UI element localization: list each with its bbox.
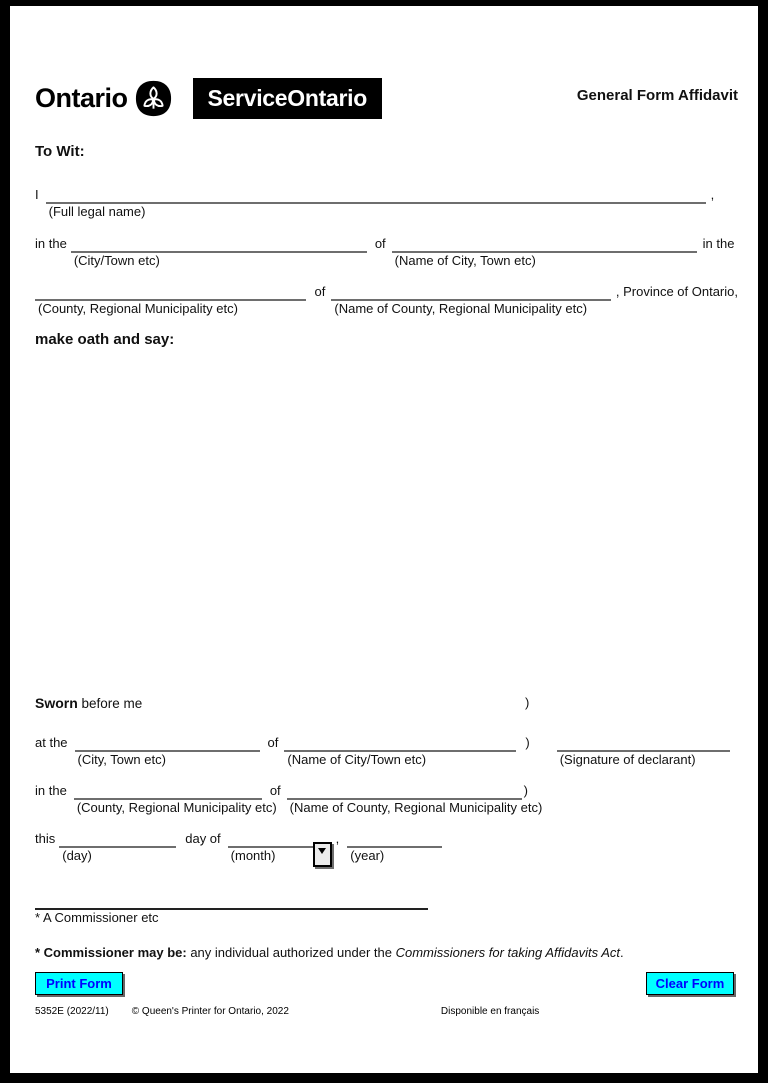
sworn-name-of-county-label: (Name of County, Regional Municipality etc)	[289, 800, 543, 815]
sworn-paren-1: )	[525, 695, 530, 710]
name-of-county-field[interactable]	[331, 283, 610, 301]
year-field[interactable]	[347, 830, 442, 848]
county-label: (County, Regional Municipality etc)	[38, 301, 238, 316]
commissioner-note-act: Commissioners for taking Affidavits Act	[395, 945, 621, 960]
declarant-signature-field[interactable]	[557, 734, 730, 752]
make-oath-heading: make oath and say:	[35, 331, 175, 348]
commissioner-note	[35, 945, 738, 960]
line1-comma: ,	[710, 187, 715, 202]
commissioner-note-period: .	[620, 945, 624, 960]
sworn-word: Sworn	[35, 695, 78, 711]
form-content	[10, 6, 758, 1073]
service-ontario-logo: ServiceOntario	[193, 78, 382, 119]
copyright-text: © Queen's Printer for Ontario, 2022	[131, 1006, 289, 1017]
day-of-text: day of	[185, 831, 221, 846]
date-comma: ,	[335, 831, 340, 846]
full-legal-name-field[interactable]	[46, 186, 706, 204]
trillium-icon	[135, 80, 172, 117]
sworn-of-text-2: of	[269, 783, 281, 798]
year-label: (year)	[350, 848, 385, 863]
french-availability-text: Disponible en français	[440, 1006, 540, 1017]
before-me-text: before me	[77, 696, 143, 711]
ontario-logo	[35, 80, 172, 117]
sworn-before-me-line	[35, 695, 738, 712]
i-prefix-text: I	[35, 187, 39, 202]
in-the-text-1: in the	[35, 236, 67, 251]
sworn-of-text-1: of	[267, 735, 279, 750]
commissioner-line-label: * A Commissioner etc	[35, 910, 159, 925]
day-label: (day)	[62, 848, 92, 863]
page-title: General Form Affidavit	[576, 87, 738, 104]
form-number: 5352E (2022/11)	[35, 1006, 109, 1017]
sworn-county-field[interactable]	[74, 782, 262, 800]
province-suffix-text: , Province of Ontario,	[615, 284, 738, 299]
commissioner-signature-field[interactable]	[35, 892, 428, 910]
day-field[interactable]	[59, 830, 176, 848]
sworn-name-of-city-field[interactable]	[284, 734, 516, 752]
month-label: (month)	[230, 848, 276, 863]
commissioner-note-bold: * Commissioner may be:	[35, 945, 187, 960]
form-actions	[35, 972, 734, 995]
month-field[interactable]	[228, 830, 322, 848]
sworn-in-the-text: in the	[35, 783, 67, 798]
of-text-2: of	[314, 284, 326, 299]
sworn-paren-3: )	[523, 783, 528, 798]
county-field[interactable]	[35, 283, 306, 301]
print-form-button[interactable]: Print Form	[35, 972, 123, 995]
name-of-county-label: (Name of County, Regional Municipality etc)	[334, 301, 588, 316]
commissioner-note-regular: any individual authorized under the	[186, 945, 396, 960]
sworn-paren-2: )	[525, 735, 530, 750]
this-text: this	[35, 831, 56, 846]
sworn-city-label: (City, Town etc)	[77, 752, 166, 767]
form-footer	[35, 1006, 738, 1017]
sworn-name-of-county-field[interactable]	[287, 782, 522, 800]
city-town-field[interactable]	[71, 235, 367, 253]
oath-statement-field[interactable]	[35, 353, 738, 695]
in-the-text-2: in the	[702, 236, 735, 251]
of-text-1: of	[374, 236, 386, 251]
chevron-down-icon	[318, 848, 326, 854]
sworn-name-of-city-label: (Name of City/Town etc)	[287, 752, 427, 767]
clear-form-button[interactable]: Clear Form	[646, 972, 734, 995]
sworn-city-field[interactable]	[75, 734, 260, 752]
month-dropdown-button[interactable]	[313, 842, 332, 867]
city-town-label: (City/Town etc)	[73, 253, 160, 268]
name-of-city-town-field[interactable]	[392, 235, 697, 253]
name-of-city-town-label: (Name of City, Town etc)	[394, 253, 536, 268]
at-the-text: at the	[35, 735, 68, 750]
declarant-signature-label: (Signature of declarant)	[559, 752, 696, 767]
ontario-logo-text: Ontario	[35, 83, 128, 113]
form-header	[35, 78, 738, 119]
sworn-county-label: (County, Regional Municipality etc)	[76, 800, 277, 815]
full-legal-name-label: (Full legal name)	[48, 204, 146, 219]
to-wit-heading: To Wit:	[35, 143, 85, 160]
